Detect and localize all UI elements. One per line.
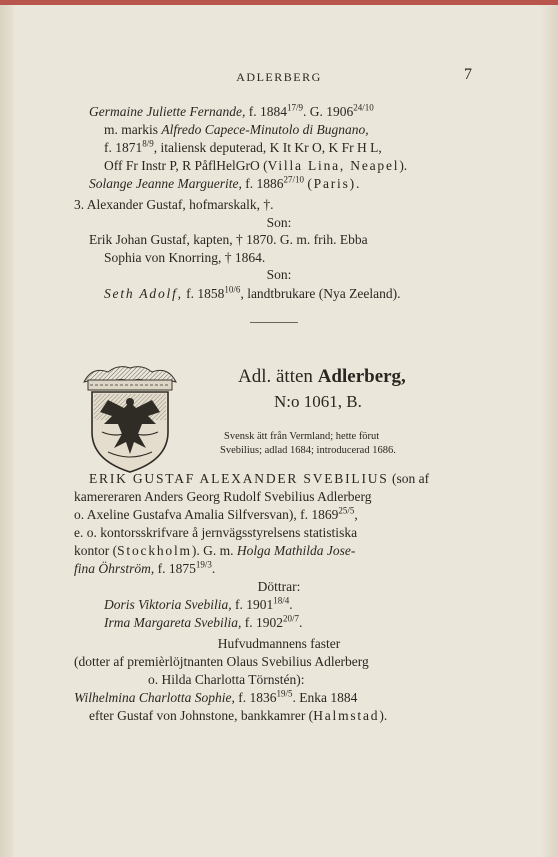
coat-of-arms-eagle-icon xyxy=(78,362,182,476)
entry-irma: Irma Margareta Svebilia, f. $1902^{20/7}$. xyxy=(104,613,303,630)
entry-doris: Doris Viktoria Svebilia, f. $1901^{18/4}$. xyxy=(104,595,293,612)
entry-seth: Seth Adolf, f. $1858^{10/6}$, landtbrukare (Nya Zeeland). xyxy=(104,284,401,301)
page-right-shadow xyxy=(540,5,558,857)
aunt-parent-line2: o. Hilda Charlotta Törnstén): xyxy=(148,672,305,687)
family-description-line1: Svensk ätt från Vermland; hette förut xyxy=(224,431,380,442)
entry-head-line2: kamereraren Anders Georg Rudolf Svebilius Adlerberg xyxy=(74,489,372,504)
entry-erik-johan-line1: Erik Johan Gustaf, kapten, † 1870. G. m. frih. Ebba xyxy=(89,232,368,247)
entry-germaine-line1: Germaine Juliette Fernande, f. $1884^{17/9}$. G. $1906^{24/10}$ xyxy=(89,102,374,119)
entry-solange: Solange Jeanne Marguerite, f. $1886^{27/10}$ (Paris). xyxy=(89,174,362,191)
daughters-heading: Döttrar: xyxy=(257,579,301,594)
entry-wilhelmina-line1: Wilhelmina Charlotta Sophie, f. $1836^{19/5}$. Enka 1884 xyxy=(74,688,358,705)
page-header xyxy=(0,66,558,90)
son-heading: Son: xyxy=(266,215,292,230)
entry-head-line3: o. Axeline Gustafva Amalia Silfversvan), f. $1869^{25/5}$, xyxy=(74,505,358,522)
entry-alexander: 3. Alexander Gustaf, hofmarskalk, †. xyxy=(74,197,274,212)
page-binding-edge xyxy=(0,5,14,857)
page-top-edge xyxy=(0,0,558,5)
family-name: Adlerberg, xyxy=(317,366,406,387)
entry-wilhelmina-line2: efter Gustaf von Johnstone, bankkamrer (Halmstad). xyxy=(89,708,388,723)
entry-erik-johan-line2: Sophia von Knorring, † 1864. xyxy=(104,250,266,265)
family-number: N:o 1061, B. xyxy=(274,392,362,411)
entry-germaine-line4: Off Fr Instr P, R PåflHelGrO (Villa Lina, Neapel). xyxy=(104,158,408,173)
entry-head-line6: fina Öhrström, f. $1875^{19/3}$. xyxy=(74,559,216,576)
aunt-parent-line1: (dotter af premièrlöjtnanten Olaus Svebilius Adlerberg xyxy=(74,654,369,669)
family-description-line2: Svebilius; adlad 1684; introducerad 1686. xyxy=(220,445,396,456)
entry-head-line4: e. o. kontorsskrifvare å jernvägsstyrelsens statistiska xyxy=(74,525,358,540)
entry-head-line5: kontor (Stockholm). G. m. Holga Mathilda Jose- xyxy=(74,543,356,558)
entry-germaine-line3: f. $1871^{8/9}$, italiensk deputerad, K It Kr O, K Fr H L, xyxy=(104,138,382,155)
family-title: Adl. ätten Adlerberg, xyxy=(238,366,406,387)
aunt-heading: Hufvudmannens faster xyxy=(217,636,341,651)
section-divider xyxy=(250,322,298,323)
son-heading-2: Son: xyxy=(266,267,292,282)
entry-head-line1: ERIK GUSTAF ALEXANDER SVEBILIUS (son af xyxy=(89,471,430,486)
entry-germaine-line2: m. markis Alfredo Capece-Minutolo di Bugnano, xyxy=(104,122,369,137)
running-title: ADLERBERG xyxy=(236,70,322,84)
page-number: 7 xyxy=(464,66,472,83)
